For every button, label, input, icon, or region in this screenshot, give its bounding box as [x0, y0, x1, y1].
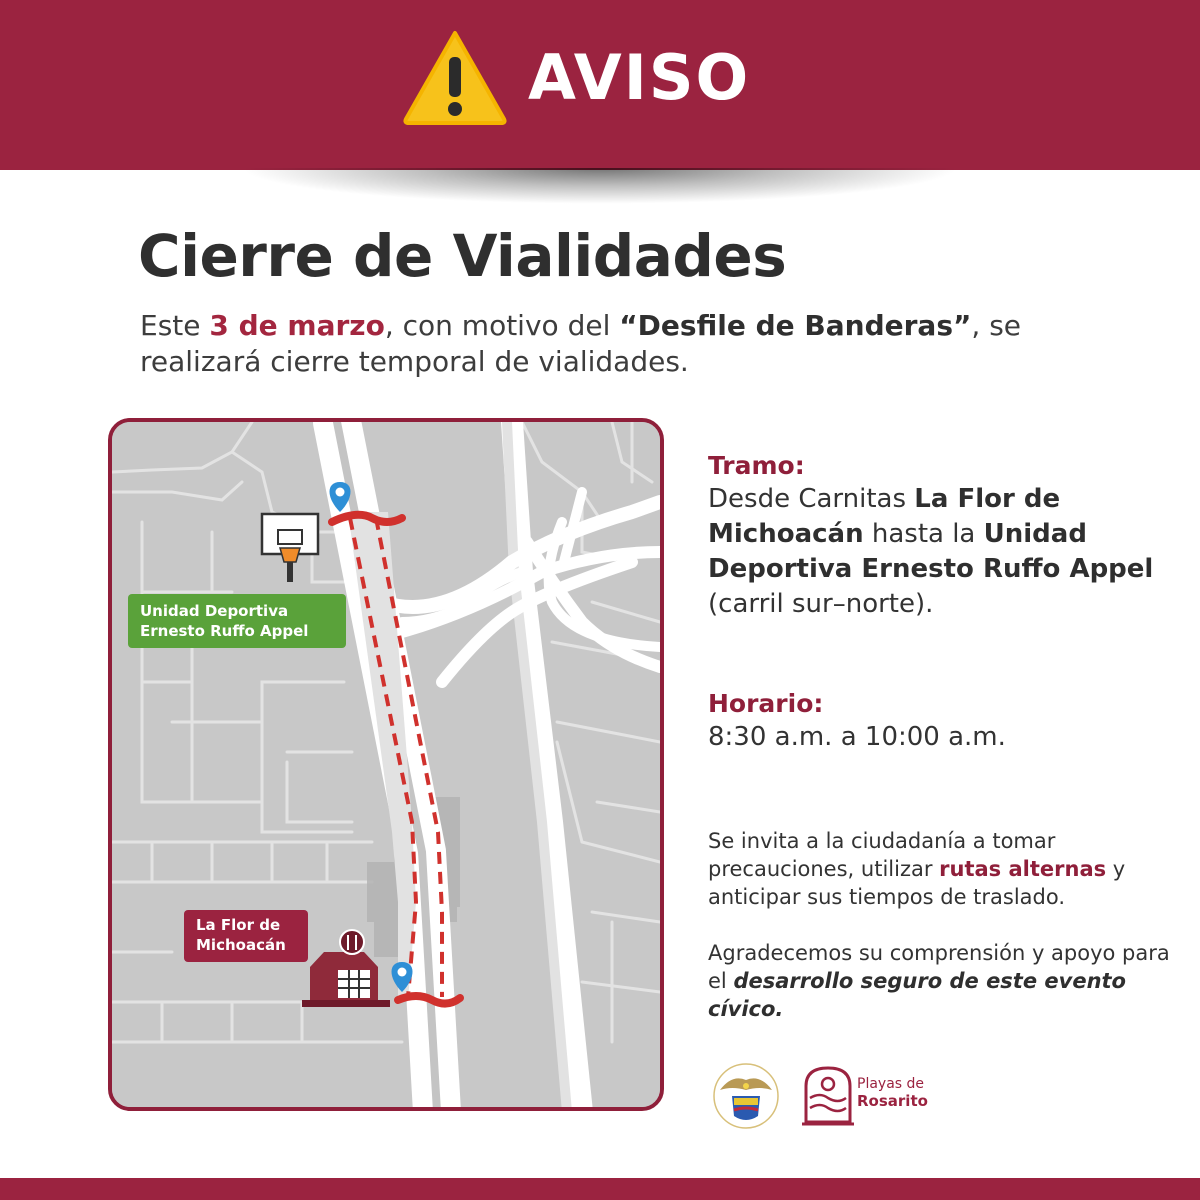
tramo-text [708, 482, 1168, 622]
municipal-seal-icon [706, 1060, 786, 1132]
intro-date: 3 de marzo [209, 309, 385, 342]
tramo-part: Desde Carnitas [708, 484, 915, 514]
thanks-highlight: desarrollo seguro de este evento cívico. [708, 969, 1126, 1021]
tramo-origin: La Flor de Michoacán [708, 484, 1061, 549]
closure-map [108, 418, 664, 1111]
advisory-part: Se invita a la ciudadanía a tomar precauciones, utilizar [708, 829, 1056, 881]
tramo-heading: Tramo: [708, 451, 805, 480]
intro-part: , se realizará cierre temporal de vialidades. [140, 309, 1022, 378]
tramo-section [708, 450, 1168, 622]
header-shadow [240, 168, 960, 204]
footer-bar [0, 1178, 1200, 1200]
notice-title: AVISO [528, 40, 751, 114]
label-sports-unit: Unidad Deportiva Ernesto Ruffo Appel [128, 594, 346, 648]
intro-event: “Desfile de Banderas” [619, 309, 972, 342]
tramo-part: (carril sur–norte). [708, 589, 934, 619]
horario-heading: Horario: [708, 689, 824, 718]
advisory-part: y anticipar sus tiempos de traslado. [708, 857, 1126, 909]
map-canvas [112, 422, 660, 1107]
horario-section [708, 688, 1168, 755]
header-banner [0, 0, 1200, 170]
tramo-destination: Unidad Deportiva Ernesto Ruffo Appel [708, 519, 1154, 584]
intro-text [140, 308, 1140, 380]
warning-icon [400, 27, 510, 127]
intro-part: Este [140, 309, 210, 342]
advisory-note [708, 827, 1178, 911]
label-restaurant: La Flor de Michoacán [184, 910, 308, 962]
advisory-highlight: rutas alternas [939, 857, 1107, 881]
header-content [400, 22, 750, 132]
page-title: Cierre de Vialidades [138, 222, 787, 290]
thanks-note [708, 939, 1178, 1023]
tramo-part: hasta la [863, 519, 984, 549]
city-logo-icon [798, 1062, 858, 1128]
intro-part: , con motivo del [384, 309, 620, 342]
horario-value: 8:30 a.m. a 10:00 a.m. [708, 722, 1006, 752]
city-name-line1: Playas de [857, 1076, 925, 1092]
thanks-part: Agradecemos su comprensión y apoyo para el [708, 941, 1170, 993]
city-logo-text [857, 1076, 928, 1111]
city-name-line2: Rosarito [857, 1092, 928, 1110]
